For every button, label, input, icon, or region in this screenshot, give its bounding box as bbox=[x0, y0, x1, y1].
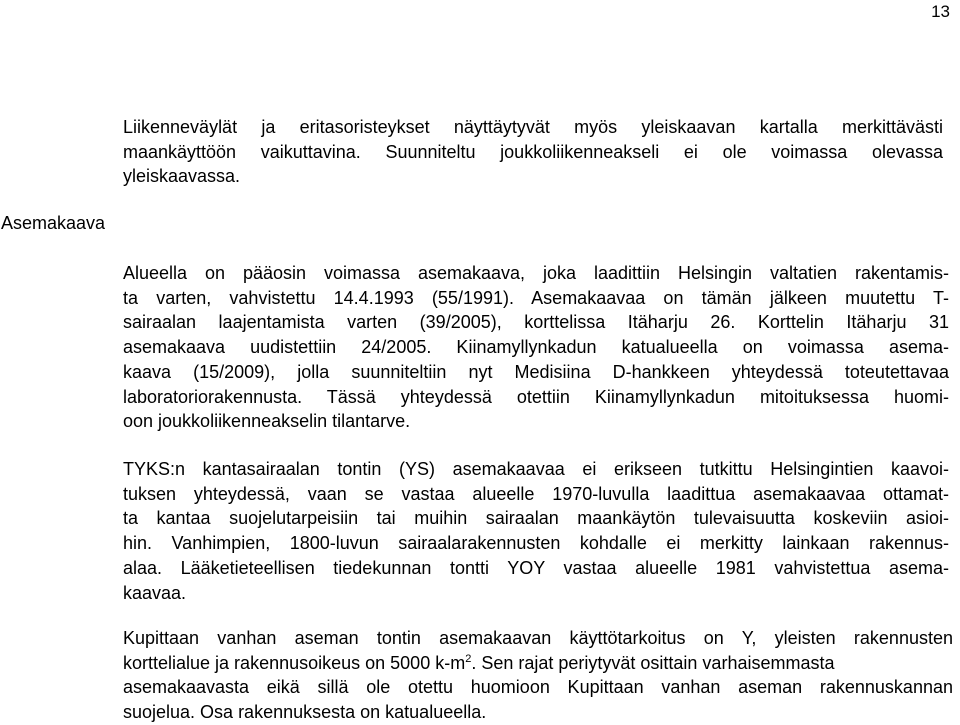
text-line: Liikenneväylät ja eritasoristeykset näyttäytyvät myös yleiskaavan kartalla merkittävästi bbox=[123, 117, 943, 137]
paragraph-general-plan bbox=[123, 115, 943, 189]
page-number: 13 bbox=[931, 2, 950, 21]
text-line: Alueella on pääosin voimassa asemakaava, joka laadittiin Helsingin valtatien rakentamis- bbox=[123, 263, 949, 283]
text-line: Kupittaan vanhan aseman tontin asemakaavan käyttötarkoitus on Y, yleisten rakennusten bbox=[123, 628, 953, 648]
text-line: sairaalan laajentamista varten (39/2005), korttelissa Itäharju 26. Korttelin Itäharju 31 bbox=[123, 312, 949, 333]
paragraph-kupittaa-station bbox=[123, 626, 953, 725]
section-heading-asemakaava: Asemakaava bbox=[1, 213, 106, 233]
text-line: kaava (15/2009), jolla suunniteltiin nyt Medisiina D-hankkeen yhteydessä toteutettavaa bbox=[123, 361, 949, 382]
text-line: ta kantaa suojelutarpeisiin tai muihin sairaalan maankäytön tulevaisuutta koskeviin asioi- bbox=[123, 508, 949, 529]
text-line: tuksen yhteydessä, vaan se vastaa alueelle 1970-luvulla laadittua asemakaavaa ottamat- bbox=[123, 483, 949, 504]
text-line: TYKS:n kantasairaalan tontin (YS) asemakaavaa ei erikseen tutkittu Helsingintien kaavoi- bbox=[123, 459, 949, 479]
superscript: 2 bbox=[465, 652, 472, 665]
text-segment: . Sen rajat periytyvät osittain varhaisemmasta bbox=[471, 652, 835, 673]
text-line: maankäyttöön vaikuttavina. Suunniteltu joukkoliikenneakseli ei ole voimassa olevassa bbox=[123, 141, 943, 162]
paragraph-detailed-plan bbox=[123, 261, 949, 434]
text-line: ta varten, vahvistettu 14.4.1993 (55/1991). Asemakaavaa on tämän jälkeen muutettu T- bbox=[123, 287, 949, 308]
text-line: oon joukkoliikenneakselin tilantarve. bbox=[123, 411, 411, 432]
text-line: asemakaava uudistettiin 24/2005. Kiinamyllynkadun katualueella on voimassa asema- bbox=[123, 337, 949, 358]
text-line: kaavaa. bbox=[123, 582, 187, 603]
text-line: asemakaavasta eikä sillä ole otettu huomioon Kupittaan vanhan aseman rakennuskannan bbox=[123, 677, 953, 698]
text-line: hin. Vanhimpien, 1800-luvun sairaalarakennusten kohdalle ei merkitty lainkaan rakennus- bbox=[123, 533, 949, 554]
text-line: alaa. Lääketieteellisen tiedekunnan tontti YOY vastaa alueelle 1981 vahvistettua asema- bbox=[123, 557, 949, 578]
text-line: yleiskaavassa. bbox=[123, 166, 241, 187]
text-line-with-superscript bbox=[123, 651, 953, 676]
text-segment: korttelialue ja rakennusoikeus on 5000 k-m bbox=[123, 652, 466, 673]
text-line: suojelua. Osa rakennuksesta on katualueella. bbox=[123, 702, 487, 723]
paragraph-tyks-plot bbox=[123, 457, 949, 605]
text-line: laboratoriorakennusta. Tässä yhteydessä otettiin Kiinamyllynkadun mitoituksessa huomi- bbox=[123, 386, 949, 407]
